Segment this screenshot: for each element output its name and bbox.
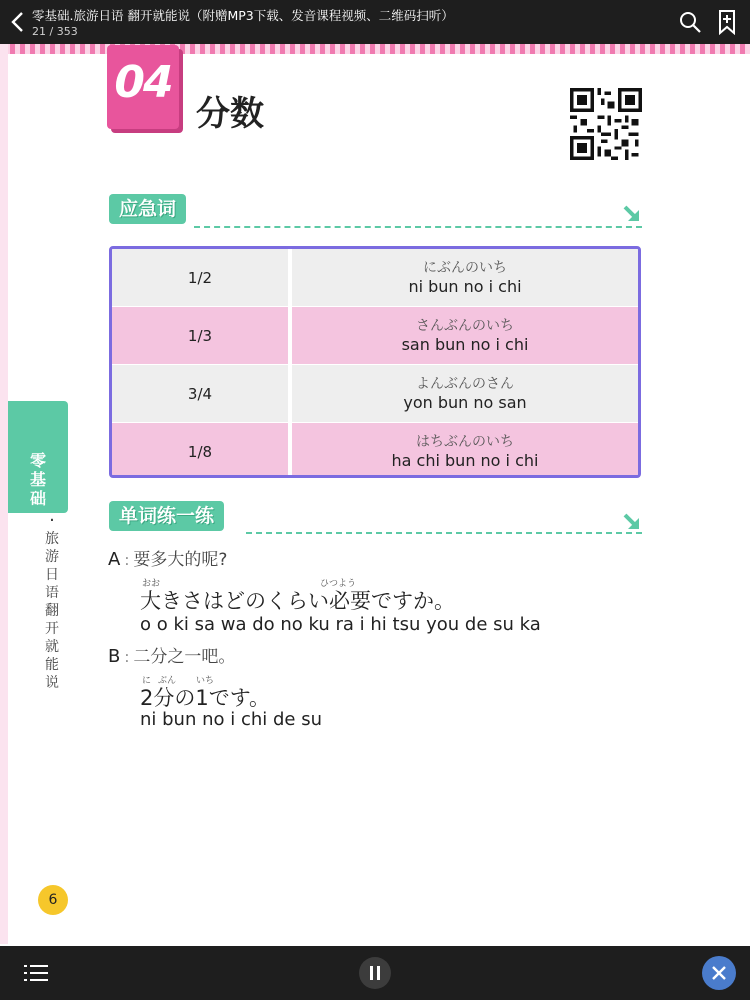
fraction-cell: 1/2 bbox=[187, 268, 213, 287]
kana-text: よんぶんのさん bbox=[416, 375, 514, 392]
furigana: に bbox=[142, 676, 152, 686]
colon: : bbox=[124, 551, 130, 569]
top-bar bbox=[0, 0, 750, 44]
divider bbox=[246, 532, 642, 534]
table-row bbox=[112, 307, 638, 364]
fraction-cell: 3/4 bbox=[187, 384, 213, 403]
pause-button[interactable] bbox=[359, 957, 391, 989]
reading-cell bbox=[292, 423, 638, 478]
chinese-text: 二分之一吧。 bbox=[133, 647, 236, 667]
furigana: いち bbox=[196, 676, 215, 686]
section-number-badge bbox=[107, 45, 179, 129]
qr-code-icon bbox=[570, 88, 642, 160]
close-button[interactable] bbox=[702, 956, 736, 990]
side-dot: · bbox=[49, 510, 55, 531]
speaker-label: A bbox=[108, 549, 121, 570]
furigana: ぶん bbox=[158, 676, 177, 686]
vocab-section-label: 应急词 bbox=[109, 194, 186, 224]
arrow-down-right-icon bbox=[622, 204, 642, 224]
colon: : bbox=[124, 648, 130, 666]
side-tab-text: 零基础 bbox=[29, 451, 46, 508]
romaji-text: yon bun no san bbox=[403, 392, 527, 412]
divider bbox=[194, 226, 642, 228]
page-number: 6 bbox=[38, 885, 68, 915]
table-row bbox=[112, 423, 638, 478]
menu-list-icon[interactable] bbox=[24, 963, 48, 983]
japanese-text: 2分の1です。 bbox=[140, 686, 271, 710]
page-left-border bbox=[0, 44, 8, 944]
dialogue-a-line bbox=[108, 545, 227, 570]
furigana: おお bbox=[142, 579, 161, 589]
pause-icon bbox=[359, 957, 391, 989]
practice-section-label: 单词练一练 bbox=[109, 501, 224, 531]
table-row bbox=[112, 365, 638, 422]
close-icon bbox=[702, 956, 736, 990]
table-row bbox=[112, 249, 638, 306]
kana-text: さんぶんのいち bbox=[416, 317, 514, 334]
reading-cell bbox=[292, 365, 638, 422]
fraction-cell: 1/3 bbox=[187, 326, 213, 345]
romaji-text: san bun no i chi bbox=[401, 334, 529, 354]
fraction-cell: 1/8 bbox=[187, 442, 213, 461]
page-progress: 21 / 353 bbox=[32, 25, 78, 38]
speaker-label: B bbox=[108, 646, 121, 667]
search-icon[interactable] bbox=[678, 10, 702, 34]
side-subtitle: 旅游日语 翻开就能说 bbox=[45, 531, 73, 691]
romaji-text: o o ki sa wa do no ku ra i hi tsu you de su ka bbox=[140, 614, 541, 635]
romaji-text: ni bun no i chi bbox=[408, 276, 522, 296]
romaji-text: ha chi bun no i chi bbox=[391, 450, 539, 470]
furigana: ひつよう bbox=[320, 579, 357, 589]
japanese-text: 大きさはどのくらい必要ですか。 bbox=[140, 589, 455, 613]
romaji-text: ni bun no i chi de su bbox=[140, 709, 322, 730]
section-number: 04 bbox=[114, 57, 172, 108]
chinese-text: 要多大的呢? bbox=[133, 550, 228, 570]
reading-cell bbox=[292, 307, 638, 364]
back-icon[interactable] bbox=[6, 8, 30, 36]
kana-text: にぶんのいち bbox=[423, 259, 507, 276]
dialogue-b-line bbox=[108, 642, 235, 667]
side-tab bbox=[8, 401, 68, 513]
reading-cell bbox=[292, 249, 638, 306]
fraction-table bbox=[109, 246, 641, 478]
kana-text: はちぶんのいち bbox=[416, 433, 514, 450]
arrow-down-right-icon bbox=[622, 512, 642, 532]
section-title: 分数 bbox=[196, 94, 264, 134]
book-title: 零基础.旅游日语 翻开就能说（附赠MP3下载、发音课程视频、二维码扫听） bbox=[32, 8, 454, 23]
bookmark-add-icon[interactable] bbox=[716, 9, 738, 35]
